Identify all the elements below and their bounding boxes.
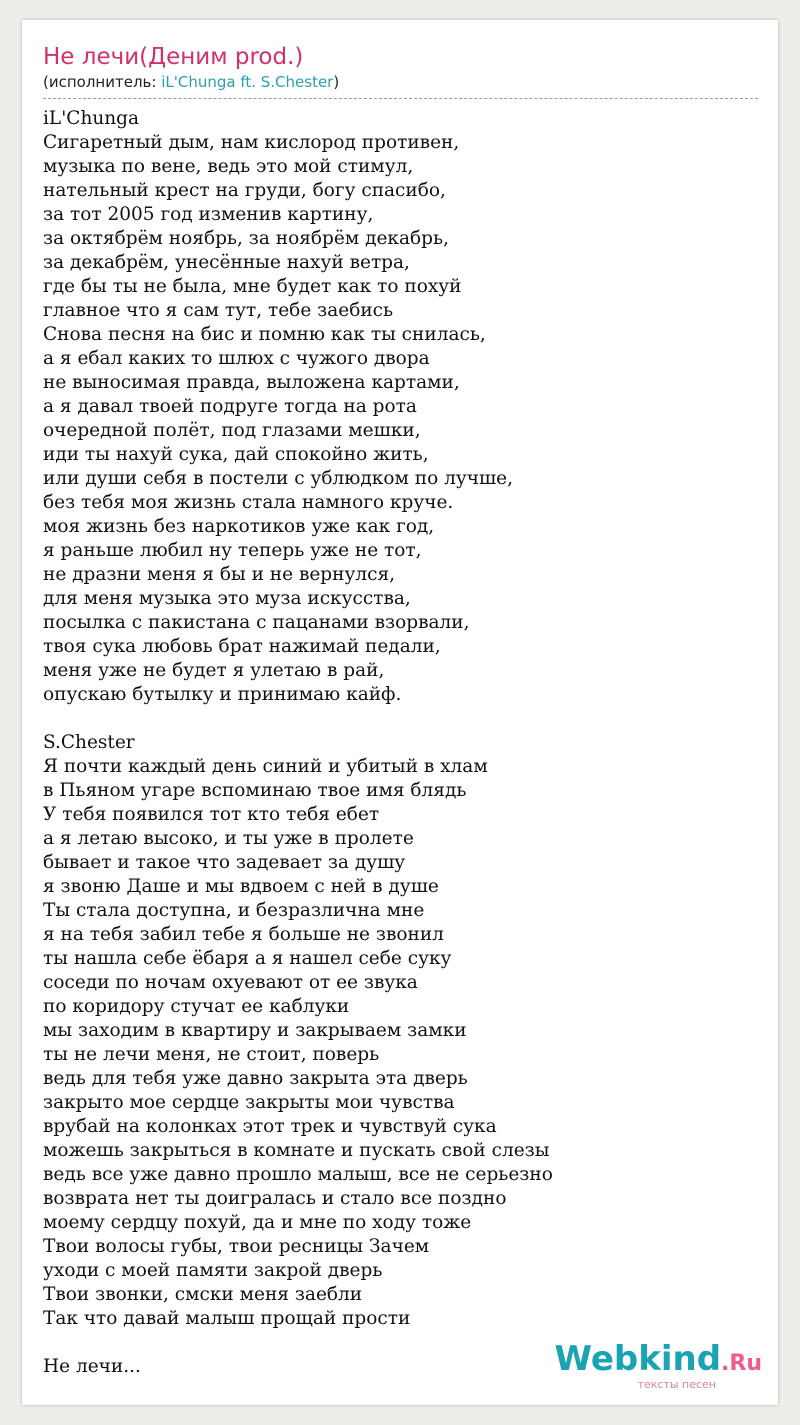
lyric-line: Я почти каждый день синий и убитый в хлам: [43, 756, 488, 777]
lyric-line: бывает и такое что задевает за душу: [43, 852, 406, 873]
lyric-line: можешь закрыться в комнате и пускать свой слезы: [43, 1140, 550, 1161]
lyric-line: уходи с моей памяти закрой дверь: [43, 1260, 383, 1281]
lyric-line: врубай на колонках этот трек и чувствуй сука: [43, 1116, 497, 1137]
logo-wordmark: [554, 1339, 762, 1380]
lyric-line: без тебя моя жизнь стала намного круче.: [43, 492, 454, 513]
lyric-line: за октябрём ноябрь, за ноябрём декабрь,: [43, 228, 449, 249]
lyric-line: твоя сука любовь брат нажимай педали,: [43, 636, 441, 657]
lyric-line: главное что я сам тут, тебе заебись: [43, 300, 394, 321]
lyric-line: нательный крест на груди, богу спасибо,: [43, 180, 446, 201]
lyric-line: ты не лечи меня, не стоит, поверь: [43, 1044, 380, 1065]
lyric-line: ведь все уже давно прошло малыш, все не серьезно: [43, 1164, 553, 1185]
lyric-line: а я летаю высоко, и ты уже в пролете: [43, 828, 414, 849]
lyric-line: а я ебал каких то шлюх с чужого двора: [43, 348, 430, 369]
lyric-line: не выносимая правда, выложена картами,: [43, 372, 460, 393]
lyric-line: для меня музыка это муза искусства,: [43, 588, 411, 609]
lyric-line: в Пьяном угаре вспоминаю твое имя блядь: [43, 780, 467, 801]
outro-line: Не лечи...: [43, 1356, 141, 1377]
artist-suffix: ): [333, 73, 340, 91]
lyrics-card: [22, 20, 778, 1405]
lyric-line: опускаю бутылку и принимаю кайф.: [43, 684, 402, 705]
lyric-line: соседи по ночам охуевают от ее звука: [43, 972, 418, 993]
lyric-line: возврата нет ты доигралась и стало все поздно: [43, 1188, 507, 1209]
artist-prefix: (исполнитель:: [43, 73, 162, 91]
lyric-line: Снова песня на бис и помню как ты снилась,: [43, 324, 486, 345]
artist-link[interactable]: iL'Chunga ft. S.Chester: [161, 73, 334, 91]
logo-domain-text: .Ru: [721, 1351, 762, 1376]
lyric-line: где бы ты не была, мне будет как то похуй: [43, 276, 462, 297]
lyric-line: Сигаретный дым, нам кислород противен,: [43, 132, 460, 153]
lyric-line: я на тебя забил тебе я больше не звонил: [43, 924, 444, 945]
artist-line: [43, 72, 758, 99]
lyric-line: музыка по вене, ведь это мой стимул,: [43, 156, 414, 177]
lyric-line: Твои звонки, смски меня заебли: [43, 1284, 363, 1305]
lyric-line: закрыто мое сердце закрыты мои чувства: [43, 1092, 455, 1113]
lyric-line: ведь для тебя уже давно закрыта эта дверь: [43, 1068, 468, 1089]
webkind-logo[interactable]: [554, 1339, 762, 1391]
verse1-label: iL'Chunga: [43, 108, 140, 129]
lyric-line: Твои волосы губы, твои ресницы Зачем: [43, 1236, 430, 1257]
lyric-line: меня уже не будет я улетаю в рай,: [43, 660, 385, 681]
lyrics-body: [43, 107, 758, 1379]
lyric-line: очередной полёт, под глазами мешки,: [43, 420, 421, 441]
lyric-line: за тот 2005 год изменив картину,: [43, 204, 374, 225]
lyric-line: по коридору стучат ее каблуки: [43, 996, 350, 1017]
lyric-line: а я давал твоей подруге тогда на рота: [43, 396, 417, 417]
lyric-line: я звоню Даше и мы вдвоем с ней в душе: [43, 876, 439, 897]
logo-tagline: тексты песен: [637, 1378, 716, 1391]
verse1-lines: [43, 131, 758, 707]
lyric-line: не дразни меня я бы и не вернулся,: [43, 564, 396, 585]
song-title: Не лечи(Деним prod.): [43, 44, 304, 70]
lyric-line: иди ты нахуй сука, дай спокойно жить,: [43, 444, 429, 465]
lyric-line: моя жизнь без наркотиков уже как год,: [43, 516, 435, 537]
stanza-gap: [43, 707, 758, 731]
lyric-line: моему сердцу похуй, да и мне по ходу тоже: [43, 1212, 472, 1233]
logo-main-text: Webkind: [554, 1339, 722, 1379]
lyric-line: я раньше любил ну теперь уже не тот,: [43, 540, 422, 561]
lyric-line: Ты стала доступна, и безразлична мне: [43, 900, 425, 921]
lyric-line: У тебя появился тот кто тебя ебет: [43, 804, 380, 825]
verse2-lines: [43, 755, 758, 1331]
lyric-line: посылка с пакистана с пацанами взорвали,: [43, 612, 470, 633]
lyric-line: Так что давай малыш прощай прости: [43, 1308, 411, 1329]
verse2-label: S.Chester: [43, 732, 135, 753]
lyric-line: мы заходим в квартиру и закрываем замки: [43, 1020, 467, 1041]
lyric-line: или души себя в постели с ублюдком по лучше,: [43, 468, 513, 489]
lyric-line: за декабрём, унесённые нахуй ветра,: [43, 252, 410, 273]
lyric-line: ты нашла себе ёбаря а я нашел себе суку: [43, 948, 452, 969]
